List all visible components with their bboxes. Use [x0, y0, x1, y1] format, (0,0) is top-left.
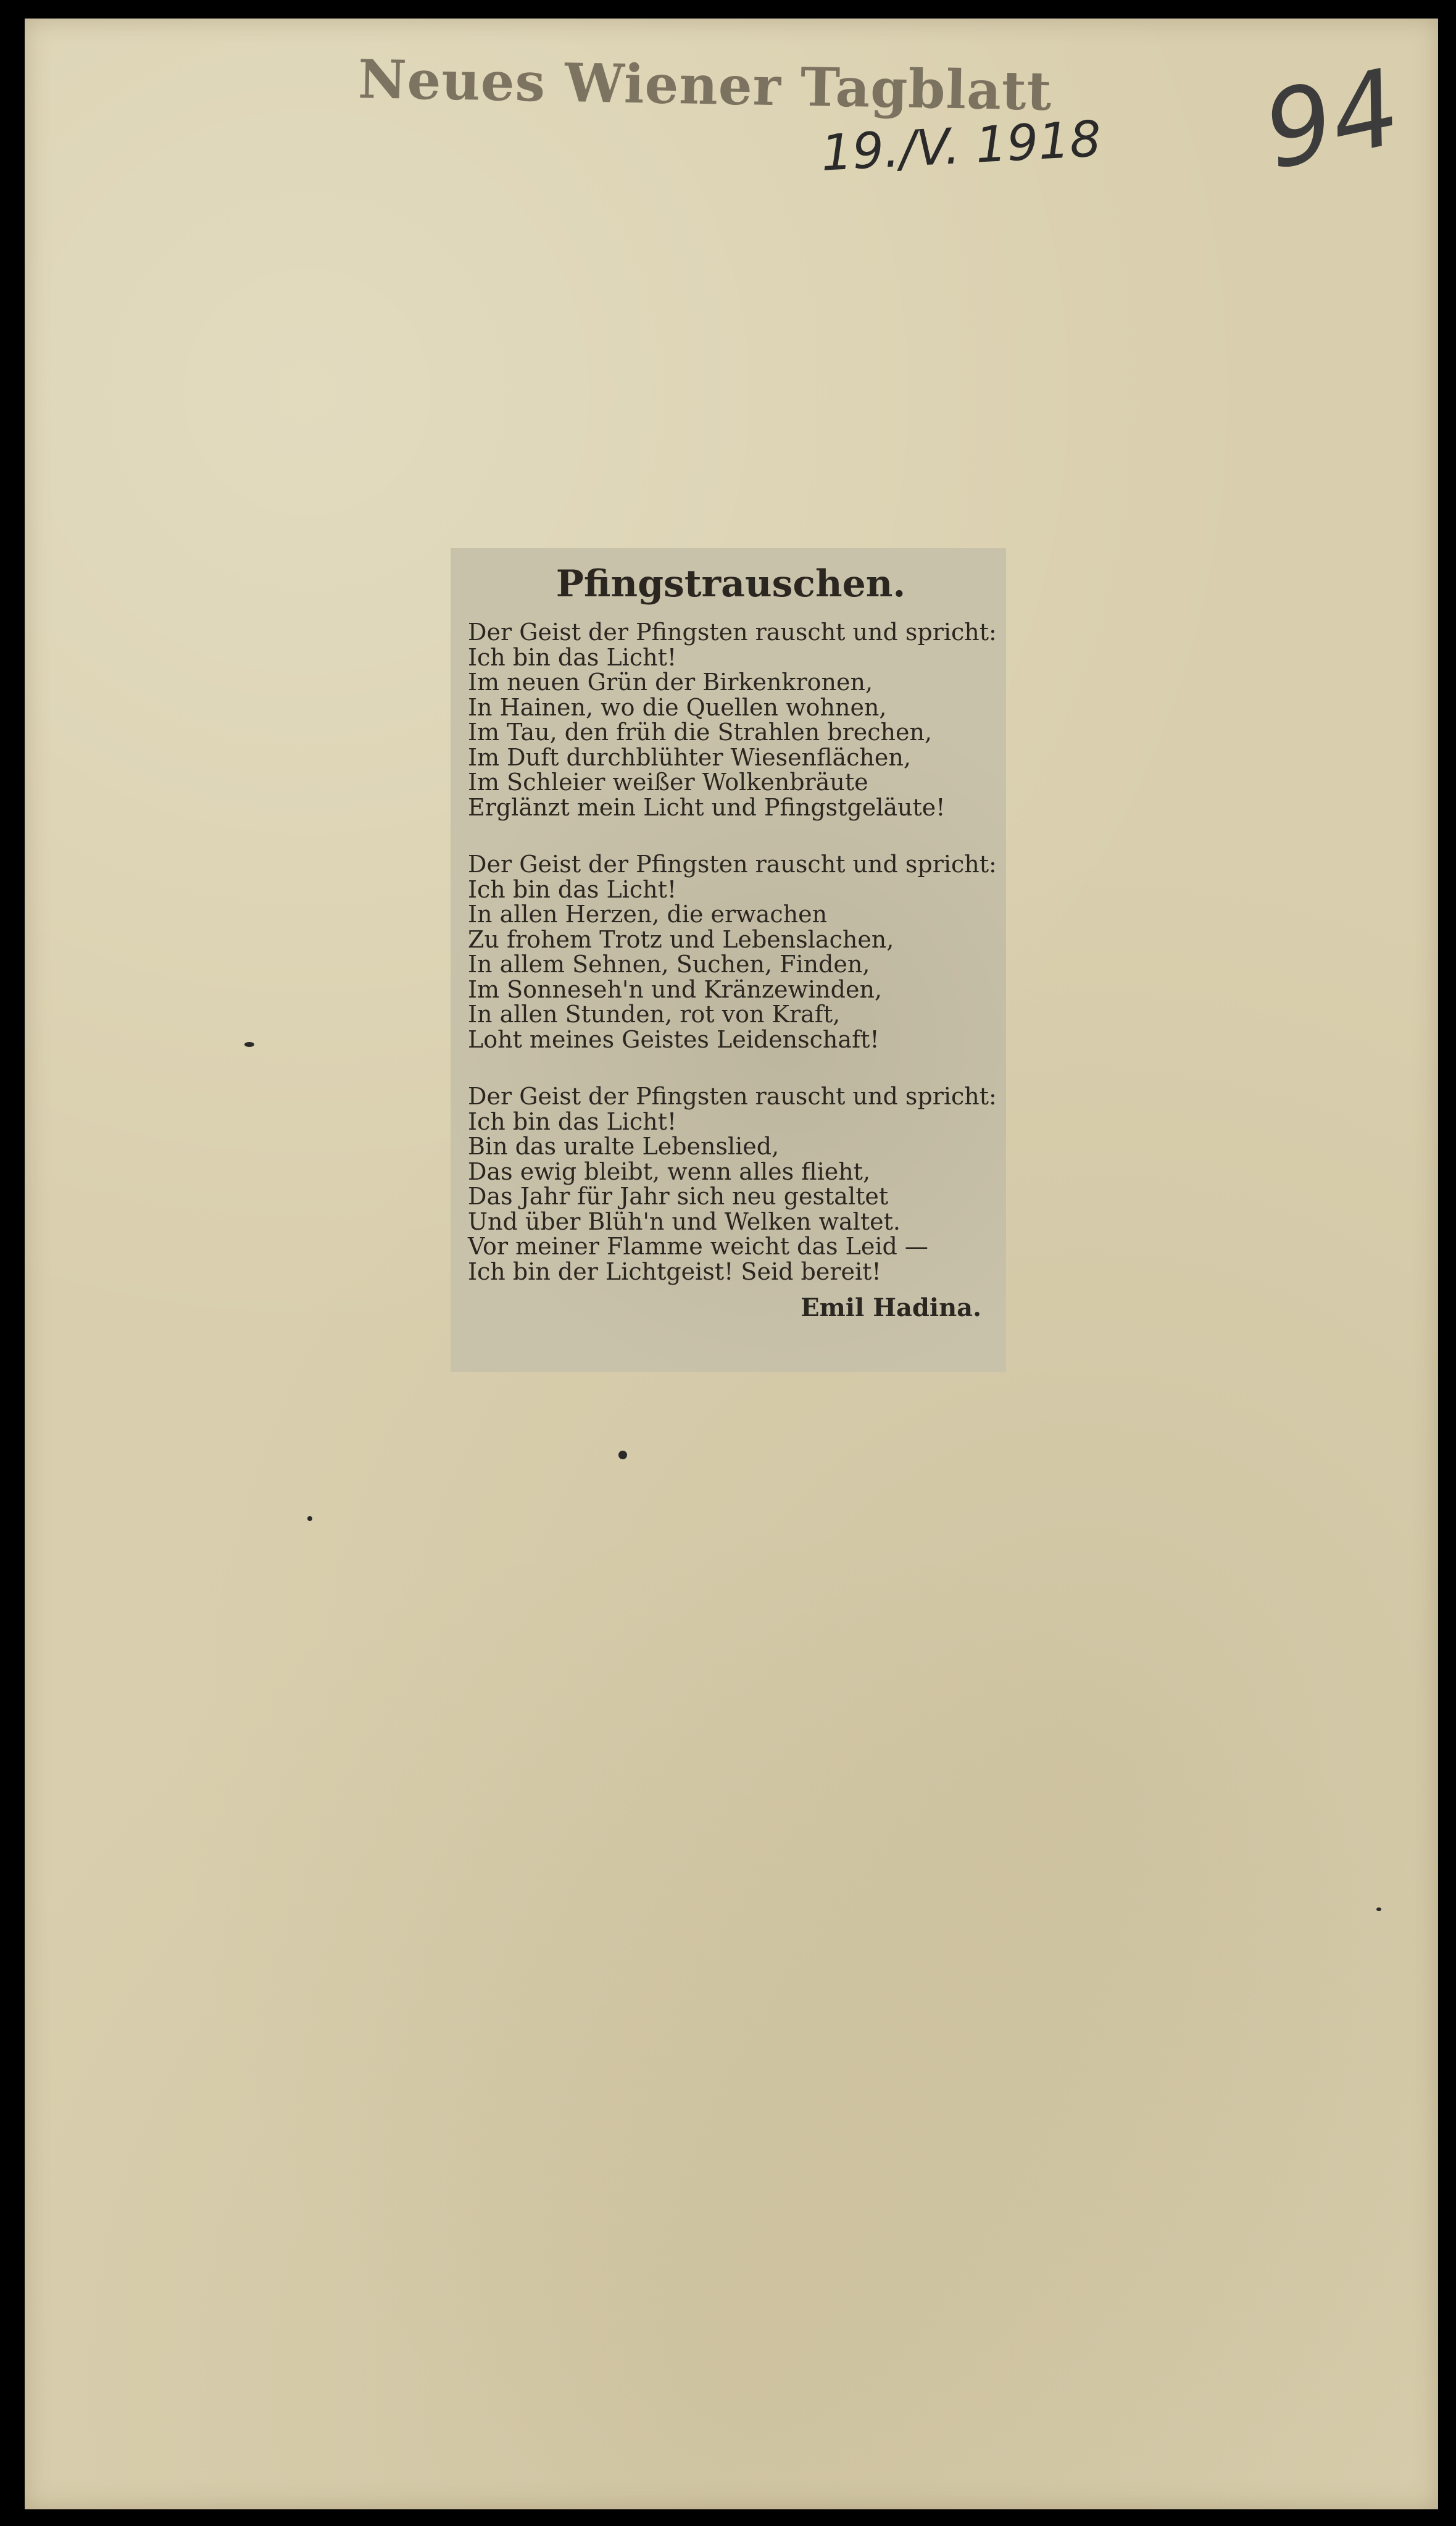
poem-line: Und über Blüh'n und Welken waltet. — [468, 1207, 901, 1235]
poem-title: Pfingstrauschen. — [555, 562, 906, 606]
poem-line: Der Geist der Pfingsten rauscht und spricht: — [468, 1083, 997, 1110]
poem-line: In allem Sehnen, Suchen, Finden, — [468, 951, 870, 978]
paper-speck — [1376, 1907, 1381, 1911]
poem-line: Im Tau, den früh die Strahlen brechen, — [468, 719, 933, 746]
poem-line: Zu frohem Trotz und Lebenslachen, — [468, 925, 894, 953]
poem-line: Ich bin das Licht! — [468, 1107, 677, 1135]
paper-speck — [244, 1042, 254, 1047]
poem-line: In allen Herzen, die erwachen — [468, 901, 828, 928]
poem-line: In Hainen, wo die Quellen wohnen, — [468, 693, 887, 721]
poem-line: Das ewig bleibt, wenn alles flieht, — [468, 1157, 871, 1185]
paper-speck — [618, 1451, 627, 1459]
stanza-1 — [468, 619, 997, 821]
poem-line: Im neuen Grün der Birkenkronen, — [468, 669, 873, 696]
newspaper-stamp: Neues Wiener Tagblatt — [357, 48, 1053, 123]
poem-line: Im Duft durchblühter Wiesenflächen, — [468, 743, 911, 771]
poem-line: Das Jahr für Jahr sich neu gestaltet — [468, 1183, 889, 1210]
poem-line: Loht meines Geistes Leidenschaft! — [468, 1025, 880, 1053]
poem-line: Im Sonneseh'n und Kränzewinden, — [468, 975, 882, 1003]
poem-line: In allen Stunden, rot von Kraft, — [468, 1001, 841, 1028]
poem-line: Bin das uralte Lebenslied, — [468, 1133, 780, 1160]
poem-line: Erglänzt mein Licht und Pfingstgeläute! — [468, 793, 946, 821]
poem-author: Emil Hadina. — [801, 1293, 981, 1322]
stanza-2 — [468, 851, 997, 1053]
poem-line: Ich bin das Licht! — [468, 643, 677, 671]
poem-line: Ich bin das Licht! — [468, 875, 677, 903]
poem-line: Ich bin der Lichtgeist! Seid bereit! — [468, 1257, 881, 1285]
poem-line: Der Geist der Pfingsten rauscht und spricht: — [468, 851, 997, 878]
poem-line: Der Geist der Pfingsten rauscht und spricht: — [468, 619, 997, 646]
paper-speck — [307, 1516, 312, 1521]
stanza-3 — [468, 1083, 997, 1285]
poem-line: Vor meiner Flamme weicht das Leid — — [468, 1233, 928, 1260]
folio-number: 94 — [1254, 46, 1410, 194]
poem-line: Im Schleier weißer Wolkenbräute — [468, 769, 868, 796]
newspaper-clipping — [451, 548, 1006, 1372]
handwritten-date: 19./V. 1918 — [819, 110, 1103, 182]
